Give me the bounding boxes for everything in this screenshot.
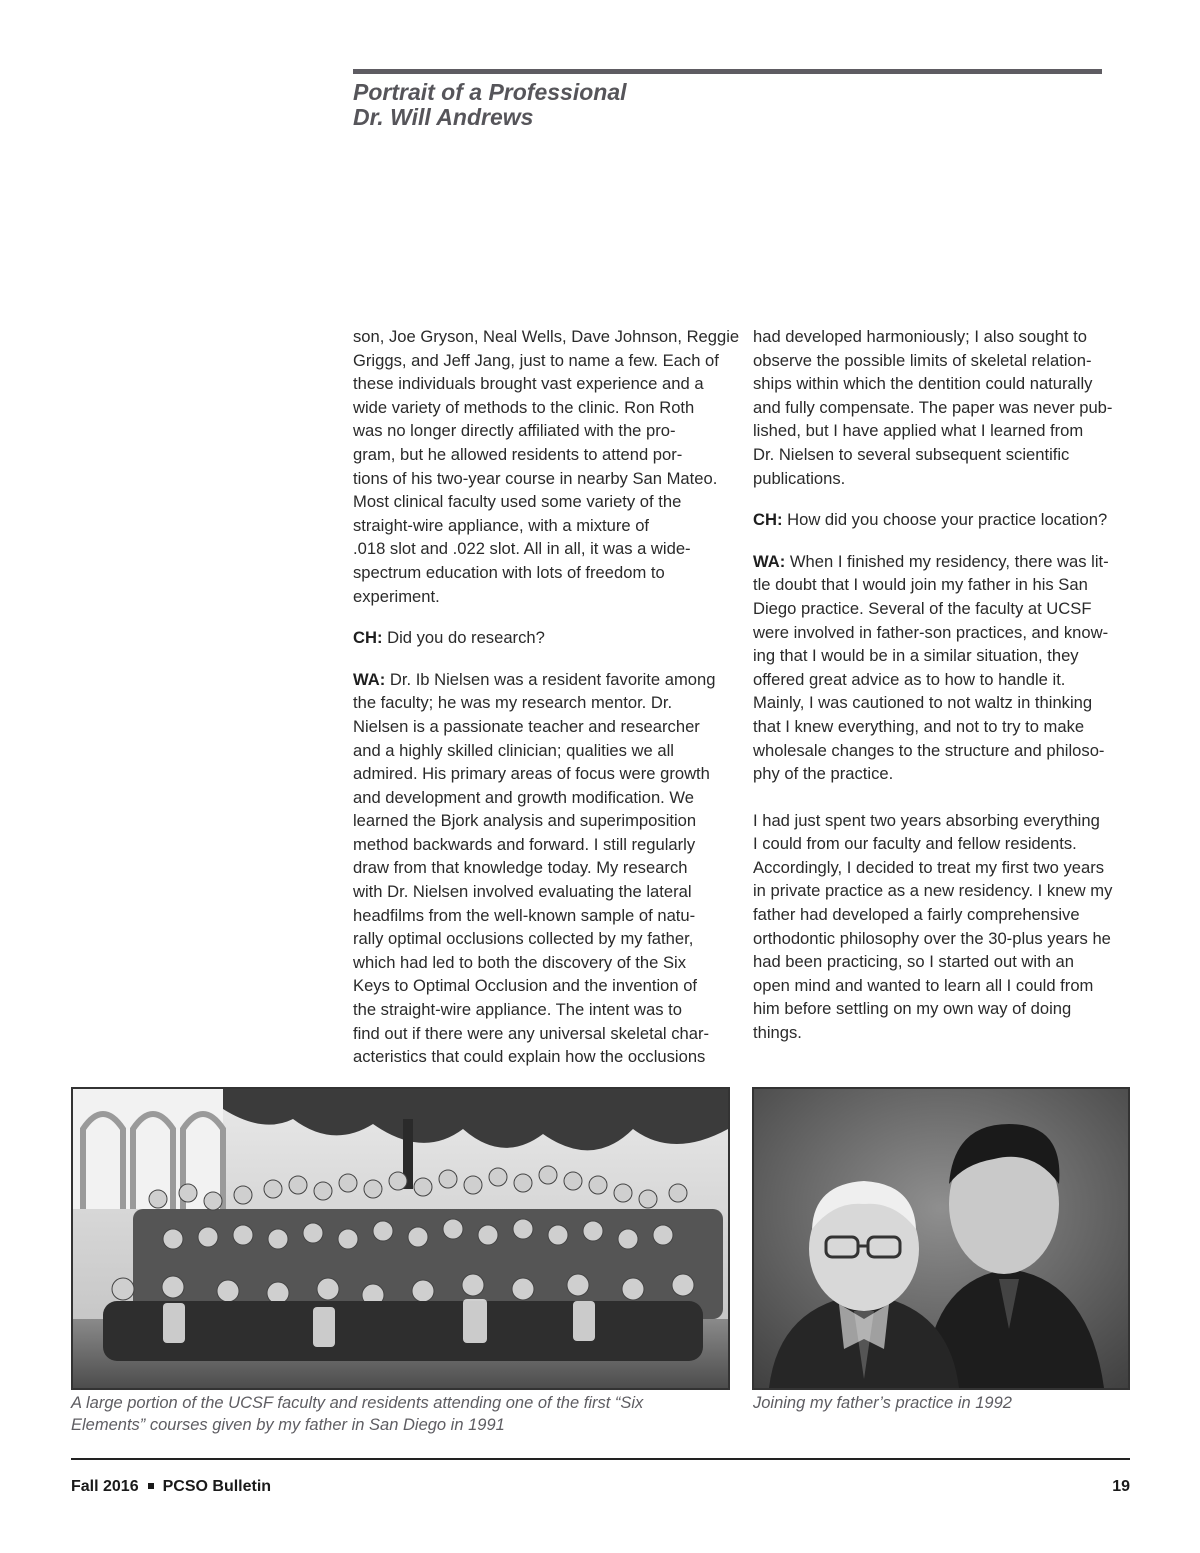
heading-title: Portrait of a Professional	[353, 79, 627, 105]
interview-question-research: CH: Did you do research?	[353, 628, 545, 648]
interview-question-location: CH: How did you choose your practice location?	[753, 510, 1108, 530]
header-rule	[353, 69, 1102, 74]
right-column	[753, 325, 1131, 1063]
father-son-photo	[752, 1087, 1130, 1390]
left-paragraph-1: son, Joe Gryson, Neal Wells, Dave Johnson, Reggie Griggs, and Jeff Jang, just to name a few. Each of these individuals brought vast experience and a wide variety of methods to the clinic. Ron Roth was no longer directly affiliated with the pro- gram, but he allowed residents to attend por- tions of his two-year course in nearby San Mateo. Most clinical faculty used some variety of the straight-wire appliance, with a mixture of .018 slot and .022 slot. All in all, it was a wide- spectrum education with lots of freedom to experiment.	[353, 327, 740, 606]
interview-answer-location: WA: When I finished my residency, there was lit- tle doubt that I would join my father in his San Diego practice. Several of the faculty at UCSF were involved in father-son practices, and know- ing that I would be in a similar situation, they offered great advice as to how to handle it. Mainly, I was cautioned to not waltz in thinking that I knew everything, and not to try to make wholesale changes to the structure and philoso- phy of the practice. I had just spent two years absorbing everything I could from our faculty and fellow residents. Accordingly, I decided to treat my first two years in private practice as a new residency. I knew my father had developed a fairly comprehensive orthodontic philosophy over the 30-plus years he had been practicing, so I started out with an open mind and wanted to learn all I could from him before settling on my own way of doing things.	[753, 551, 1113, 1043]
footer-rule	[71, 1458, 1130, 1460]
footer-season: Fall 2016	[71, 1478, 139, 1495]
right-paragraph-1: had developed harmoniously; I also sought to observe the possible limits of skeletal relation- ships within which the dentition could naturally and fully compensate. The paper was never pub- lished, but I have applied what I learned from Dr. Nielsen to several subsequent scientific publications.	[753, 327, 1113, 488]
left-column	[353, 325, 740, 1087]
heading-subtitle: Dr. Will Andrews	[353, 104, 534, 130]
bullet-square-icon	[148, 1483, 154, 1489]
interview-answer-research: WA: Dr. Ib Nielsen was a resident favorite among the faculty; he was my research mentor. Dr. Nielsen is a passionate teacher and researcher and a highly skilled clinician; qualities we all admired. His primary areas of focus were growth and development and growth modification. We learned the Bjork analysis and superimposition method backwards and forward. I still regularly draw from that knowledge today. My research with Dr. Nielsen involved evaluating the lateral headfilms from the well-known sample of natu- rally optimal occlusions collected by my father, which had led to both the discovery of the Six Keys to Optimal Occlusion and the invention of the straight-wire appliance. The intent was to find out if there were any universal skeletal char- acteristics that could explain how the occlusions	[353, 669, 716, 1067]
page-number: 19	[1112, 1478, 1130, 1495]
page-heading	[353, 80, 1053, 130]
group-photo-caption: A large portion of the UCSF faculty and residents attending one of the first “Six Elements” courses given by my father in San Diego in 1991	[71, 1394, 644, 1434]
father-son-photo-caption: Joining my father’s practice in 1992	[753, 1394, 1012, 1412]
group-photo	[71, 1087, 730, 1390]
footer-publication: PCSO Bulletin	[162, 1478, 272, 1495]
footer-issue	[71, 1478, 271, 1496]
